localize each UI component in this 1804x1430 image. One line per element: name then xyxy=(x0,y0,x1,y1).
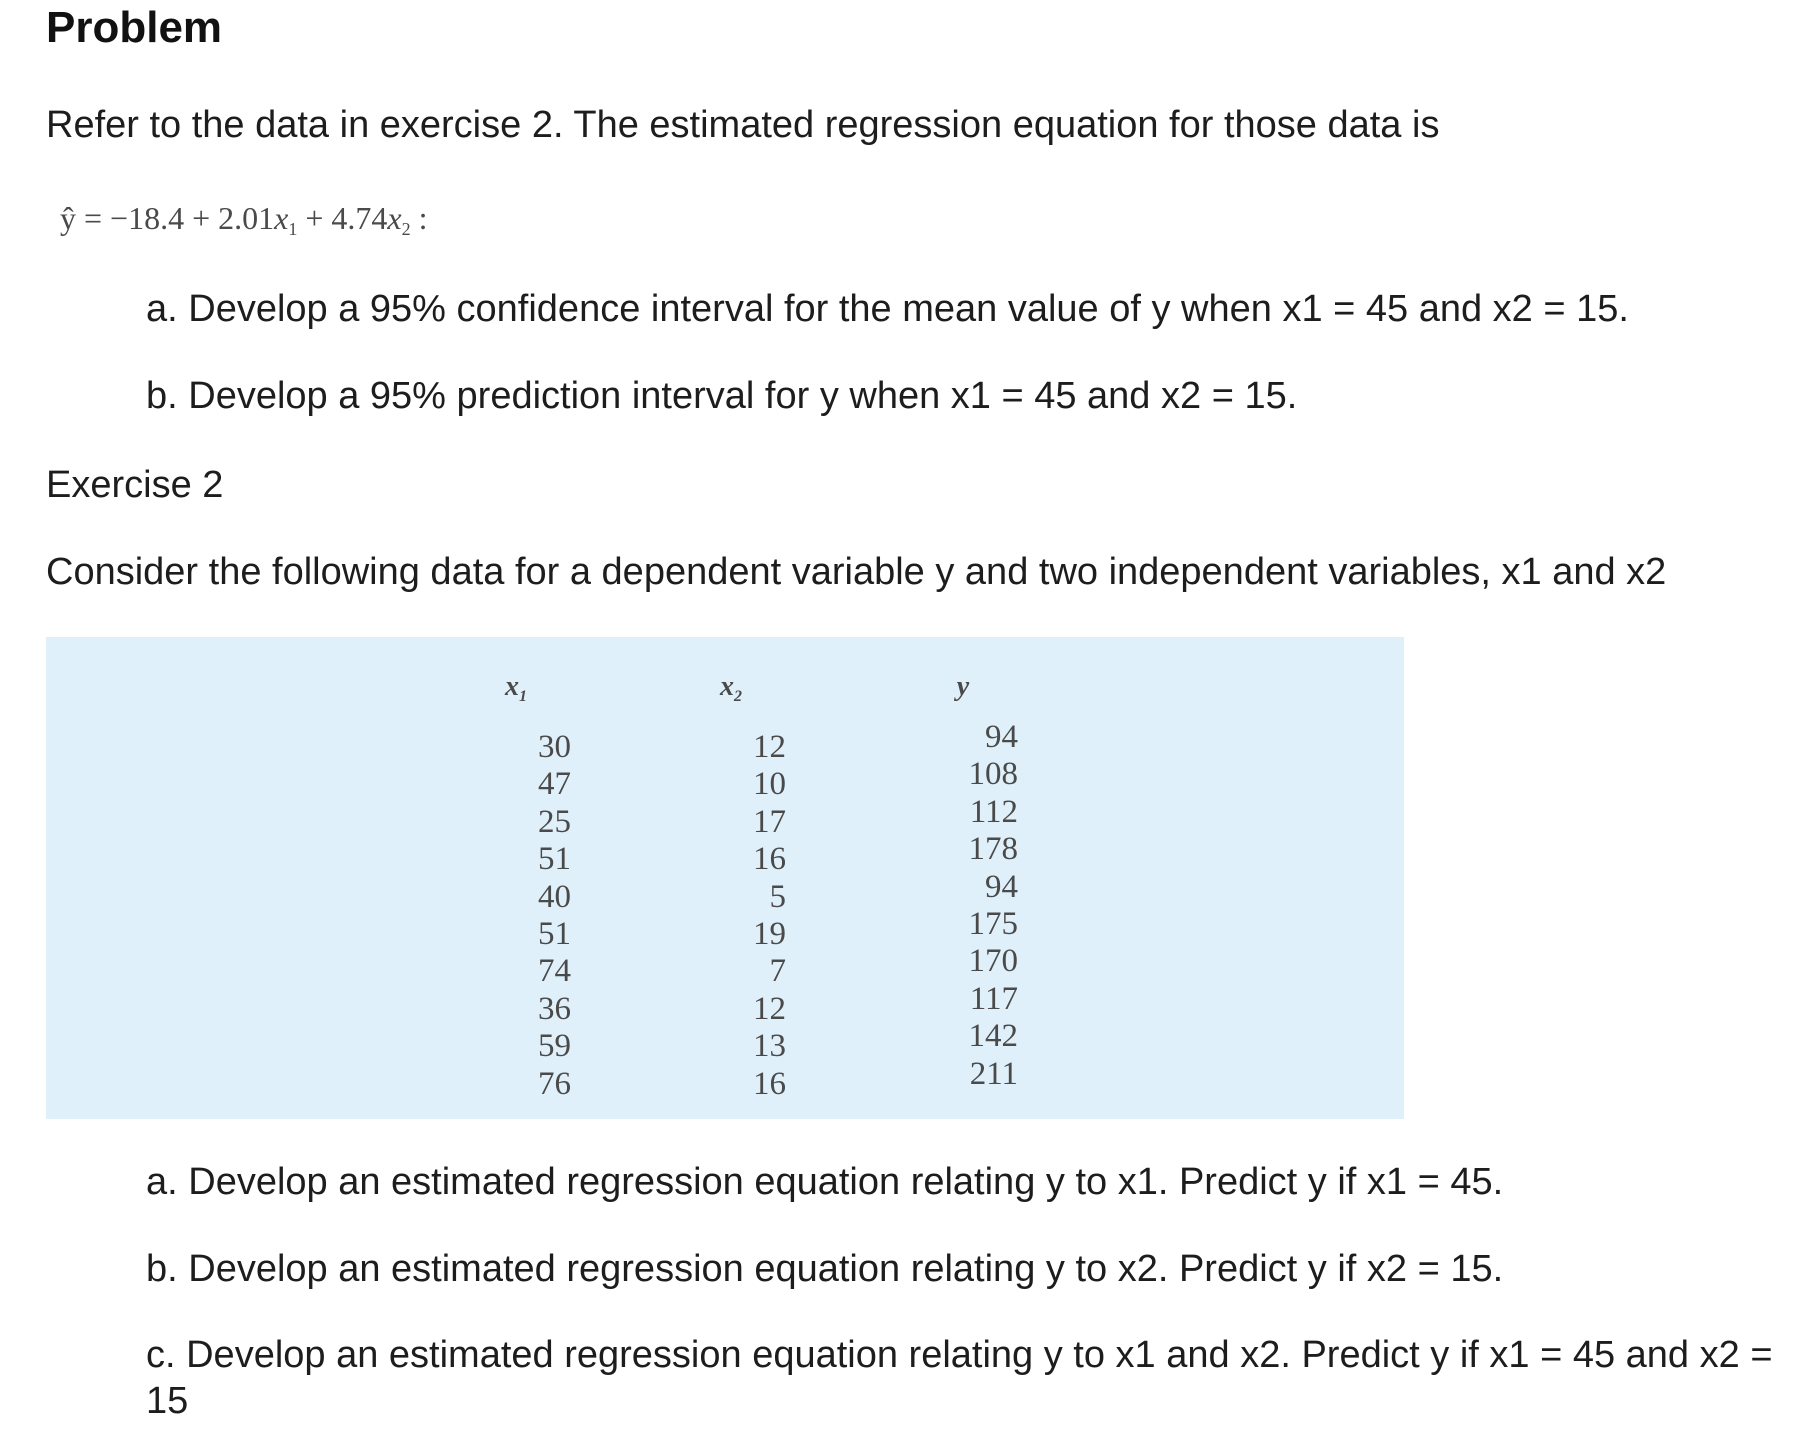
column-y xyxy=(908,667,1018,1093)
table-cell: 47 xyxy=(538,766,571,803)
table-cell: 108 xyxy=(968,756,1018,793)
column-header-y: y xyxy=(956,671,970,702)
question-b: b. Develop a 95% prediction interval for y when x1 = 45 and x2 = 15. xyxy=(146,375,1298,417)
equation-end: : xyxy=(410,200,428,236)
problem-title: Problem xyxy=(46,3,223,52)
table-cell: 76 xyxy=(538,1065,571,1102)
table-cell: 12 xyxy=(753,729,786,765)
table-cell: 142 xyxy=(968,1018,1018,1055)
question-a: a. Develop a 95% confidence interval for the mean value of y when x1 = 45 and x2 = 15. xyxy=(146,288,1629,330)
table-cell: 74 xyxy=(538,953,571,990)
column-header-x1: $x_1$ xyxy=(505,671,527,705)
table-cell: 59 xyxy=(538,1028,571,1065)
table-cell: 51 xyxy=(538,841,571,878)
table-cell: 40 xyxy=(538,878,571,915)
variable-x2: x xyxy=(387,200,402,236)
plus-sign: + xyxy=(184,200,219,236)
intro-text: Refer to the data in exercise 2. The estimated regression equation for those data is xyxy=(46,104,1440,146)
table-cell: 112 xyxy=(969,793,1018,830)
table-cell: 12 xyxy=(753,990,786,1027)
intercept: −18.4 xyxy=(110,200,185,236)
variable-x1: x xyxy=(274,200,289,236)
coefficient-1: 2.01 xyxy=(218,200,275,236)
table-cell: 211 xyxy=(969,1055,1018,1092)
column-header-x2: $x_2$ xyxy=(720,671,742,705)
exercise-part-b: b. Develop an estimated regression equation relating y to x2. Predict y if x2 = 15. xyxy=(146,1248,1504,1290)
table-cell: 117 xyxy=(969,980,1018,1017)
table-cell: 36 xyxy=(538,990,571,1027)
table-cell: 16 xyxy=(753,841,786,878)
subscript-2: 2 xyxy=(401,219,411,239)
exercise-heading: Exercise 2 xyxy=(46,464,224,506)
table-cell: 175 xyxy=(968,906,1018,943)
equals-sign: = xyxy=(76,200,111,236)
exercise-part-c: c. Develop an estimated regression equation relating y to x1 and x2. Predict y if x1 = 45 and x2 = 15 xyxy=(146,1334,1773,1422)
regression-equation xyxy=(60,196,427,251)
column-y-values xyxy=(908,719,1018,1093)
column-x2 xyxy=(676,667,786,1103)
exercise-statement: Consider the following data for a dependent variable y and two independent variables, x1 and x2 xyxy=(46,551,1667,593)
plus-sign: + xyxy=(297,200,332,236)
table-cell: 94 xyxy=(985,868,1018,905)
table-cell: 10 xyxy=(753,766,786,803)
table-cell: 178 xyxy=(968,831,1018,868)
column-x1-values xyxy=(461,729,571,1103)
table-cell: 25 xyxy=(538,803,571,840)
table-cell: 51 xyxy=(538,916,571,953)
data-table xyxy=(46,637,1404,1119)
subscript-1: 1 xyxy=(288,219,298,239)
table-cell: 16 xyxy=(753,1065,786,1102)
coefficient-2: 4.74 xyxy=(331,200,388,236)
table-cell: 94 xyxy=(985,719,1018,755)
table-cell: 5 xyxy=(769,878,786,915)
table-cell: 170 xyxy=(968,943,1018,980)
table-cell: 19 xyxy=(753,916,786,953)
y-hat: ŷ xyxy=(60,200,76,236)
column-x1 xyxy=(461,667,571,1103)
table-cell: 13 xyxy=(753,1028,786,1065)
table-cell: 30 xyxy=(538,729,571,765)
table-cell: 7 xyxy=(769,953,786,990)
exercise-part-a: a. Develop an estimated regression equation relating y to x1. Predict y if x1 = 45. xyxy=(146,1161,1504,1203)
table-cell: 17 xyxy=(753,803,786,840)
column-x2-values xyxy=(676,729,786,1103)
